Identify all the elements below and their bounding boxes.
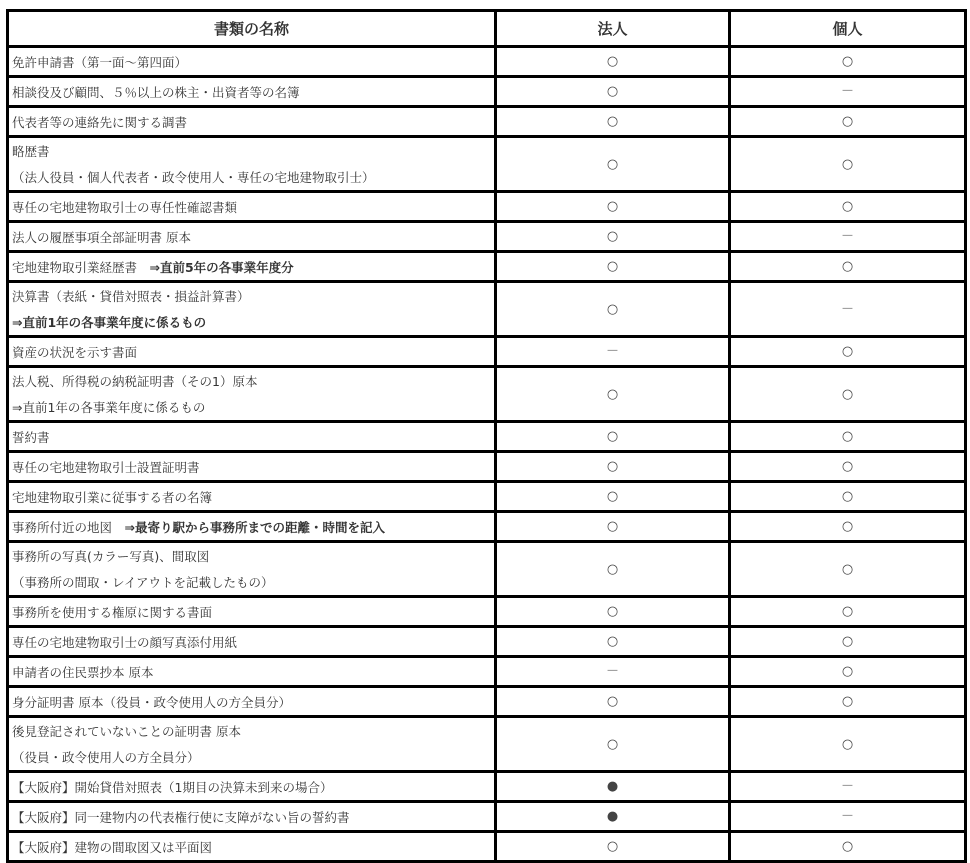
- document-name-line: [12, 109, 494, 135]
- document-name-cell: [8, 597, 496, 627]
- table-body: [8, 47, 966, 862]
- document-name-line: [12, 744, 494, 770]
- document-name-line: [12, 514, 494, 540]
- individual-requirement-mark: ○: [730, 717, 966, 772]
- document-name-line: [12, 569, 494, 595]
- document-name-line: [12, 599, 494, 625]
- corporate-requirement-mark: ○: [496, 832, 730, 862]
- corporate-requirement-mark: ●: [496, 772, 730, 802]
- document-name-note: ⇒直前1年の各事業年度に係るもの: [12, 315, 207, 330]
- document-name-cell: [8, 222, 496, 252]
- corporate-requirement-mark: ○: [496, 252, 730, 282]
- corporate-requirement-mark: ○: [496, 717, 730, 772]
- document-name-line: [12, 79, 494, 105]
- document-name-text: 代表者等の連絡先に関する調書: [12, 114, 188, 130]
- document-name-cell: [8, 337, 496, 367]
- document-name-text: 略歴書: [12, 144, 50, 159]
- document-name-cell: [8, 367, 496, 422]
- document-name-line: [12, 834, 494, 860]
- document-name-text: 【大阪府】建物の間取図又は平面図: [12, 839, 213, 855]
- document-name-line: [12, 49, 494, 75]
- document-name-note: ⇒直前5年の各事業年度分: [149, 259, 294, 275]
- individual-requirement-mark: ○: [730, 192, 966, 222]
- document-name-text: （事務所の間取・レイアウトを記載したもの）: [12, 575, 274, 590]
- document-name-text: 後見登記されていないことの証明書 原本: [12, 724, 241, 739]
- document-name-line: [12, 224, 494, 250]
- individual-requirement-mark: ○: [730, 337, 966, 367]
- document-name-line: [12, 718, 494, 744]
- corporate-requirement-mark: ○: [496, 47, 730, 77]
- document-name-line: [12, 804, 494, 830]
- document-name-text: 身分証明書 原本（役員・政令使用人の方全員分）: [12, 694, 291, 710]
- document-name-cell: [8, 482, 496, 512]
- table-row: [8, 337, 966, 367]
- table-row: [8, 77, 966, 107]
- corporate-requirement-mark: ○: [496, 367, 730, 422]
- document-name-text: 事務所を使用する権原に関する書面: [12, 604, 213, 620]
- corporate-requirement-mark: ○: [496, 137, 730, 192]
- document-name-cell: [8, 107, 496, 137]
- document-name-text: 免許申請書（第一面～第四面）: [12, 54, 188, 70]
- table-row: [8, 687, 966, 717]
- document-name-line: [12, 138, 494, 164]
- corporate-requirement-mark: ●: [496, 802, 730, 832]
- document-name-line: [12, 254, 494, 280]
- document-name-cell: [8, 687, 496, 717]
- table-row: [8, 657, 966, 687]
- document-name-text: 決算書（表紙・貸借対照表・損益計算書）: [12, 289, 250, 304]
- corporate-requirement-mark: ○: [496, 107, 730, 137]
- individual-requirement-mark: ○: [730, 482, 966, 512]
- document-name-line: [12, 164, 494, 190]
- table-header-row: [8, 11, 966, 47]
- corporate-requirement-mark: －: [496, 337, 730, 367]
- individual-requirement-mark: ○: [730, 627, 966, 657]
- document-name-cell: [8, 77, 496, 107]
- individual-requirement-mark: －: [730, 802, 966, 832]
- document-name-line: [12, 543, 494, 569]
- document-name-line: [12, 454, 494, 480]
- corporate-requirement-mark: ○: [496, 512, 730, 542]
- individual-requirement-mark: －: [730, 282, 966, 337]
- table-row: [8, 282, 966, 337]
- individual-requirement-mark: ○: [730, 542, 966, 597]
- document-name-cell: [8, 802, 496, 832]
- document-name-cell: [8, 252, 496, 282]
- header-corporate: 法人: [496, 11, 730, 47]
- document-name-cell: [8, 832, 496, 862]
- document-name-line: [12, 484, 494, 510]
- document-name-cell: [8, 657, 496, 687]
- document-name-line: [12, 659, 494, 685]
- individual-requirement-mark: ○: [730, 452, 966, 482]
- document-name-cell: [8, 282, 496, 337]
- corporate-requirement-mark: ○: [496, 77, 730, 107]
- table-row: [8, 512, 966, 542]
- document-name-text: （法人役員・個人代表者・政令使用人・専任の宅地建物取引士）: [12, 170, 375, 185]
- document-name-line: [12, 283, 494, 309]
- document-name-cell: [8, 772, 496, 802]
- individual-requirement-mark: ○: [730, 657, 966, 687]
- table-row: [8, 222, 966, 252]
- table-row: [8, 832, 966, 862]
- document-name-cell: [8, 137, 496, 192]
- individual-requirement-mark: ○: [730, 107, 966, 137]
- individual-requirement-mark: ○: [730, 47, 966, 77]
- document-name-line: [12, 194, 494, 220]
- document-name-text: 【大阪府】同一建物内の代表権行使に支障がない旨の誓約書: [12, 809, 350, 825]
- document-name-line: [12, 309, 494, 335]
- document-name-note: ⇒最寄り駅から事務所までの距離・時間を記入: [124, 519, 385, 535]
- corporate-requirement-mark: ○: [496, 422, 730, 452]
- document-name-line: [12, 774, 494, 800]
- required-documents-table: [6, 9, 967, 863]
- corporate-requirement-mark: ○: [496, 542, 730, 597]
- document-name-text: 法人税、所得税の納税証明書（その1）原本: [12, 374, 258, 389]
- individual-requirement-mark: －: [730, 222, 966, 252]
- document-name-text: 専任の宅地建物取引士の専任性確認書類: [12, 199, 238, 215]
- document-name-text: 事務所付近の地図: [12, 519, 125, 535]
- individual-requirement-mark: －: [730, 772, 966, 802]
- document-name-cell: [8, 717, 496, 772]
- individual-requirement-mark: ○: [730, 512, 966, 542]
- document-name-text: （役員・政令使用人の方全員分）: [12, 750, 200, 765]
- table-row: [8, 47, 966, 77]
- document-name-cell: [8, 192, 496, 222]
- document-name-text: 事務所の写真(カラー写真)、間取図: [12, 549, 210, 564]
- header-document-name: 書類の名称: [8, 11, 496, 47]
- table-row: [8, 452, 966, 482]
- individual-requirement-mark: ○: [730, 252, 966, 282]
- corporate-requirement-mark: ○: [496, 627, 730, 657]
- corporate-requirement-mark: ○: [496, 282, 730, 337]
- document-name-text: 誓約書: [12, 429, 50, 445]
- document-name-cell: [8, 542, 496, 597]
- document-name-text: 法人の履歴事項全部証明書 原本: [12, 229, 191, 245]
- table-row: [8, 422, 966, 452]
- table-row: [8, 252, 966, 282]
- individual-requirement-mark: ○: [730, 597, 966, 627]
- document-name-line: [12, 339, 494, 365]
- document-name-cell: [8, 422, 496, 452]
- individual-requirement-mark: ○: [730, 137, 966, 192]
- individual-requirement-mark: ○: [730, 367, 966, 422]
- corporate-requirement-mark: ○: [496, 452, 730, 482]
- document-name-line: [12, 424, 494, 450]
- table-row: [8, 482, 966, 512]
- document-name-text: 申請者の住民票抄本 原本: [12, 664, 154, 680]
- corporate-requirement-mark: ○: [496, 597, 730, 627]
- table-row: [8, 717, 966, 772]
- table-row: [8, 367, 966, 422]
- corporate-requirement-mark: ○: [496, 482, 730, 512]
- document-name-cell: [8, 452, 496, 482]
- table-row: [8, 627, 966, 657]
- individual-requirement-mark: ○: [730, 687, 966, 717]
- document-name-cell: [8, 47, 496, 77]
- table-row: [8, 542, 966, 597]
- document-name-line: [12, 394, 494, 420]
- document-name-line: [12, 368, 494, 394]
- document-name-line: [12, 689, 494, 715]
- document-name-line: [12, 629, 494, 655]
- corporate-requirement-mark: －: [496, 657, 730, 687]
- document-name-cell: [8, 627, 496, 657]
- table-row: [8, 192, 966, 222]
- document-name-text: 専任の宅地建物取引士設置証明書: [12, 459, 200, 475]
- corporate-requirement-mark: ○: [496, 192, 730, 222]
- document-name-text: 相談役及び顧問、５％以上の株主・出資者等の名簿: [12, 84, 300, 100]
- individual-requirement-mark: －: [730, 77, 966, 107]
- document-name-text: 宅地建物取引業に従事する者の名簿: [12, 489, 213, 505]
- document-name-cell: [8, 512, 496, 542]
- individual-requirement-mark: ○: [730, 422, 966, 452]
- table-row: [8, 802, 966, 832]
- corporate-requirement-mark: ○: [496, 687, 730, 717]
- document-name-text: 資産の状況を示す書面: [12, 344, 138, 360]
- document-name-text: 専任の宅地建物取引士の顔写真添付用紙: [12, 634, 238, 650]
- table-row: [8, 772, 966, 802]
- document-name-text: 【大阪府】開始貸借対照表（1期目の決算未到来の場合）: [12, 779, 333, 795]
- table-row: [8, 107, 966, 137]
- header-individual: 個人: [730, 11, 966, 47]
- table-row: [8, 137, 966, 192]
- individual-requirement-mark: ○: [730, 832, 966, 862]
- document-name-text: 宅地建物取引業経歴書: [12, 259, 150, 275]
- document-name-text: ⇒直前1年の各事業年度に係るもの: [12, 400, 206, 415]
- corporate-requirement-mark: ○: [496, 222, 730, 252]
- table-row: [8, 597, 966, 627]
